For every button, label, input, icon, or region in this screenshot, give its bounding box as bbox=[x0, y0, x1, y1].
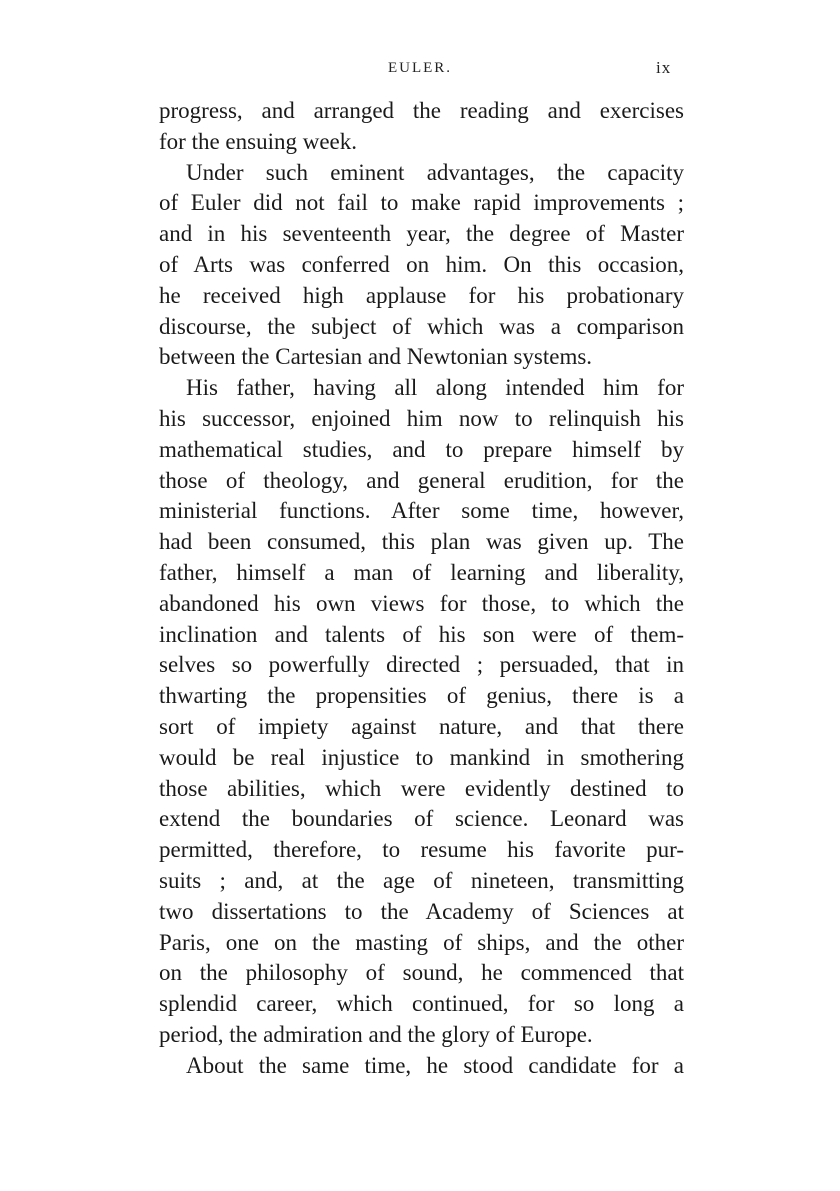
text-line: progress, and arranged the reading and exercises bbox=[159, 98, 684, 123]
text-line: ministerial functions. After some time, however, bbox=[159, 498, 684, 524]
text-line: permitted, therefore, to resume his favorite pur- bbox=[159, 837, 684, 863]
text-line: extend the boundaries of science. Leonard was bbox=[159, 806, 684, 832]
running-title: EULER. bbox=[387, 60, 453, 76]
text-line: suits ; and, at the age of nineteen, transmitting bbox=[159, 867, 684, 893]
text-line: his successor, enjoined him now to relinquish his bbox=[159, 405, 684, 431]
text-line: mathematical studies, and to prepare himself by bbox=[159, 436, 684, 462]
text-line: between the Cartesian and Newtonian systems. bbox=[159, 344, 593, 370]
text-line: period, the admiration and the glory of Europe. bbox=[159, 1021, 593, 1047]
text-line: those of theology, and general erudition, for the bbox=[159, 467, 684, 493]
text-line: selves so powerfully directed ; persuaded, that in bbox=[159, 652, 684, 678]
text-line: of Arts was conferred on him. On this occasion, bbox=[159, 251, 684, 277]
text-line: thwarting the propensities of genius, there is a bbox=[159, 683, 684, 709]
text-line: About the same time, he stood candidate for a bbox=[186, 1052, 684, 1078]
text-line: abandoned his own views for those, to which the bbox=[159, 590, 684, 616]
text-line: and in his seventeenth year, the degree of Master bbox=[159, 221, 684, 247]
text-line: sort of impiety against nature, and that there bbox=[159, 713, 684, 739]
text-line: splendid career, which continued, for so long a bbox=[159, 991, 684, 1017]
text-line: inclination and talents of his son were of them- bbox=[159, 621, 684, 647]
text-line: on the philosophy of sound, he commenced that bbox=[159, 960, 684, 986]
text-line: those abilities, which were evidently destined to bbox=[159, 775, 684, 801]
text-line: would be real injustice to mankind in smothering bbox=[159, 744, 684, 770]
text-line: had been consumed, this plan was given up. The bbox=[159, 529, 684, 555]
text-line: of Euler did not fail to make rapid improvements ; bbox=[159, 190, 684, 216]
text-line: for the ensuing week. bbox=[159, 128, 357, 154]
body-text bbox=[159, 96, 684, 1082]
text-line: Under such eminent advantages, the capacity bbox=[186, 159, 684, 185]
page-number: ix bbox=[656, 58, 672, 77]
text-line: Paris, one on the masting of ships, and the other bbox=[159, 929, 684, 955]
text-line: father, himself a man of learning and liberality, bbox=[159, 559, 684, 585]
text-line: two dissertations to the Academy of Sciences at bbox=[159, 898, 684, 924]
text-line: discourse, the subject of which was a comparison bbox=[159, 313, 684, 339]
text-line: he received high applause for his probationary bbox=[159, 282, 684, 308]
text-line: His father, having all along intended him for bbox=[186, 375, 684, 401]
